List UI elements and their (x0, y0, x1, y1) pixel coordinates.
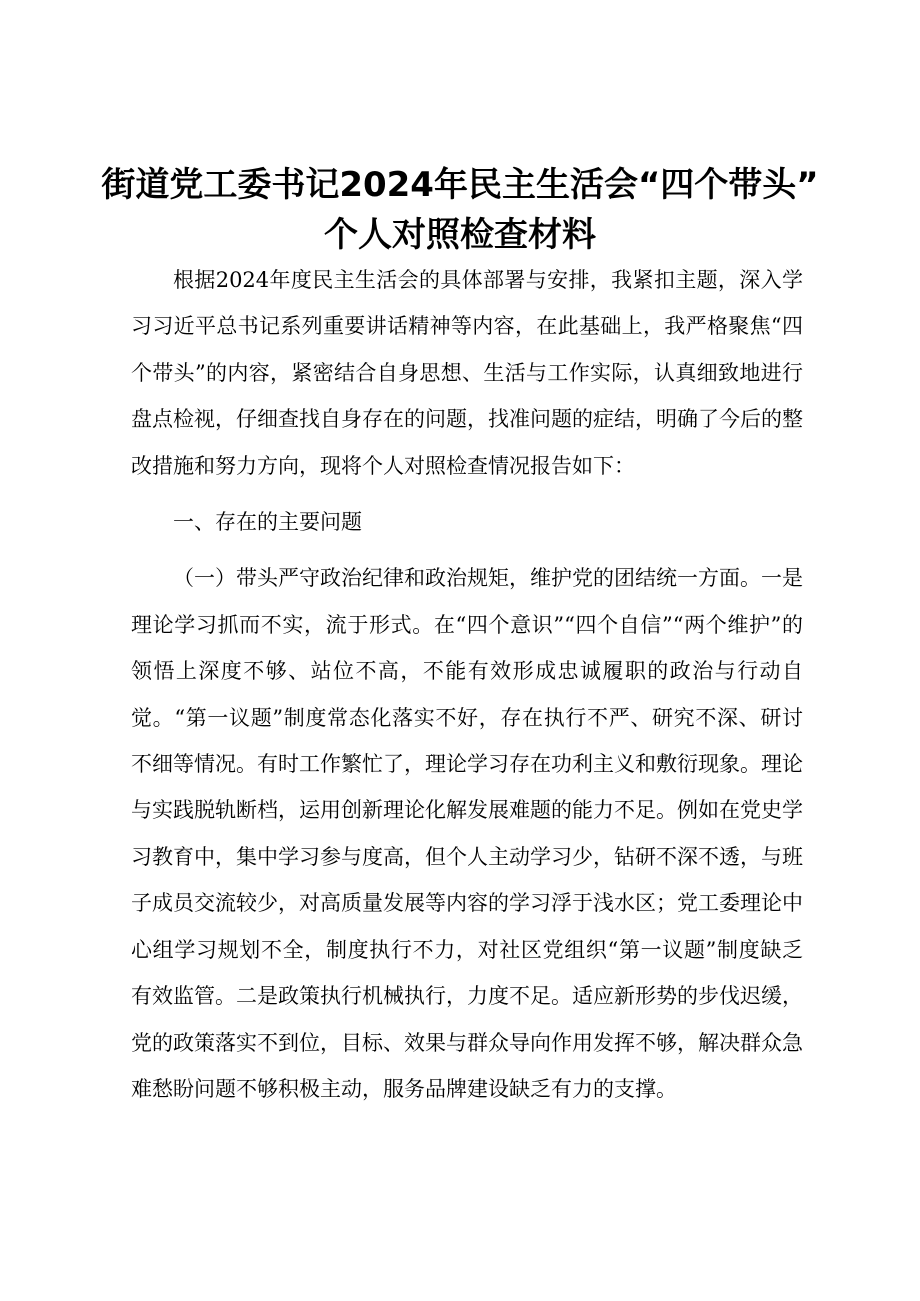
section-paragraph: （一）带头严守政治纪律和政治规矩，维护党的团结统一方面。一是理论学习抓而不实，流于形式。在“四个意识”“四个自信”“两个维护”的领悟上深度不够、站位不高，不能有效形成忠诚履职的政治与行动自觉。“第一议题”制度常态化落实不好，存在执行不严、研究不深、研讨不细等情况。有时工作繁忙了，理论学习存在功利主义和敷衍现象。理论与实践脱轨断档，运用创新理论化解发展难题的能力不足。例如在党史学习教育中，集中学习参与度高，但个人主动学习少，钻研不深不透，与班子成员交流较少，对高质量发展等内容的学习浮于浅水区；党工委理论中心组学习规划不全，制度执行不力，对社区党组织“第一议题”制度缺乏有效监管。二是政策执行机械执行，力度不足。适应新形势的步伐迟缓，党的政策落实不到位，目标、效果与群众导向作用发挥不够，解决群众急难愁盼问题不够积极主动，服务品牌建设缺乏有力的支撑。 (131, 566, 803, 1101)
section-heading: 一、存在的主要问题 (173, 510, 362, 535)
document-body (131, 257, 803, 1112)
title-line-1: 街道党工委书记2024年民主生活会“四个带头” (101, 165, 819, 205)
intro-paragraph: 根据2024年度民主生活会的具体部署与安排，我紧扣主题，深入学习习近平总书记系列重要讲话精神等内容，在此基础上，我严格聚焦“四个带头”的内容，紧密结合自身思想、生活与工作实际，认真细致地进行盘点检视，仔细查找自身存在的问题，找准问题的症结，明确了今后的整改措施和努力方向，现将个人对照检查情况报告如下： (131, 268, 803, 478)
paragraph-gap (131, 545, 803, 555)
title-line-2: 个人对照检查材料 (324, 215, 596, 255)
paragraph-gap (131, 489, 803, 499)
document-title (0, 160, 920, 260)
